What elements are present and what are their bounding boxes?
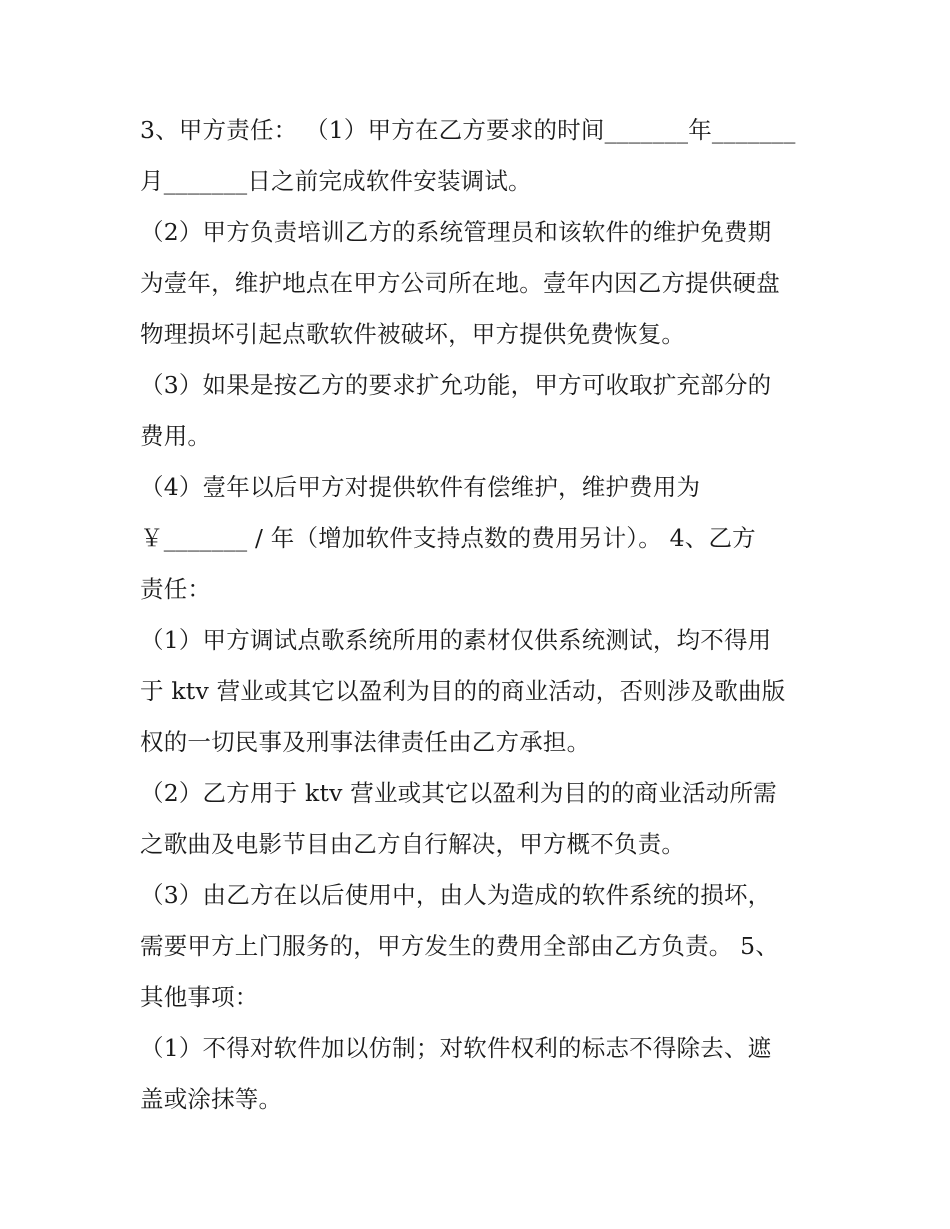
text-line: （2）甲方负责培训乙方的系统管理员和该软件的维护免费期 [140, 218, 772, 246]
text-line: 于 ktv 营业或其它以盈利为目的的商业活动，否则涉及歌曲版 [140, 677, 786, 705]
contract-text-body [140, 105, 820, 1125]
text-line: 3、甲方责任： （1）甲方在乙方要求的时间_______年_______ [140, 116, 796, 144]
text-line: 月_______日之前完成软件安装调试。 [140, 167, 532, 195]
text-line: 为壹年，维护地点在甲方公司所在地。壹年内因乙方提供硬盘 [140, 269, 780, 297]
text-line: 权的一切民事及刑事法律责任由乙方承担。 [140, 728, 591, 756]
text-line: ￥_______ / 年（增加软件支持点数的费用另计）。 4、乙方 [140, 524, 756, 552]
text-line: 之歌曲及电影节目由乙方自行解决，甲方概不负责。 [140, 830, 686, 858]
text-line: 物理损坏引起点歌软件被破坏，甲方提供免费恢复。 [140, 320, 686, 348]
text-line: （1）甲方调试点歌系统所用的素材仅供系统测试，均不得用 [140, 626, 772, 654]
text-line: 盖或涂抹等。 [140, 1085, 283, 1113]
text-line: 责任： [140, 575, 212, 603]
text-line: （1）不得对软件加以仿制；对软件权利的标志不得除去、遮 [140, 1034, 772, 1062]
text-line: 费用。 [140, 422, 212, 450]
text-line: （4）壹年以后甲方对提供软件有偿维护，维护费用为 [140, 473, 701, 501]
text-line: （3）如果是按乙方的要求扩允功能，甲方可收取扩充部分的 [140, 371, 772, 399]
text-line: 其他事项： [140, 983, 259, 1011]
text-line: 需要甲方上门服务的，甲方发生的费用全部由乙方负责。 5、 [140, 932, 780, 960]
text-line: （3）由乙方在以后使用中，由人为造成的软件系统的损坏， [140, 881, 772, 909]
text-line: （2）乙方用于 ktv 营业或其它以盈利为目的的商业活动所需 [140, 779, 777, 807]
